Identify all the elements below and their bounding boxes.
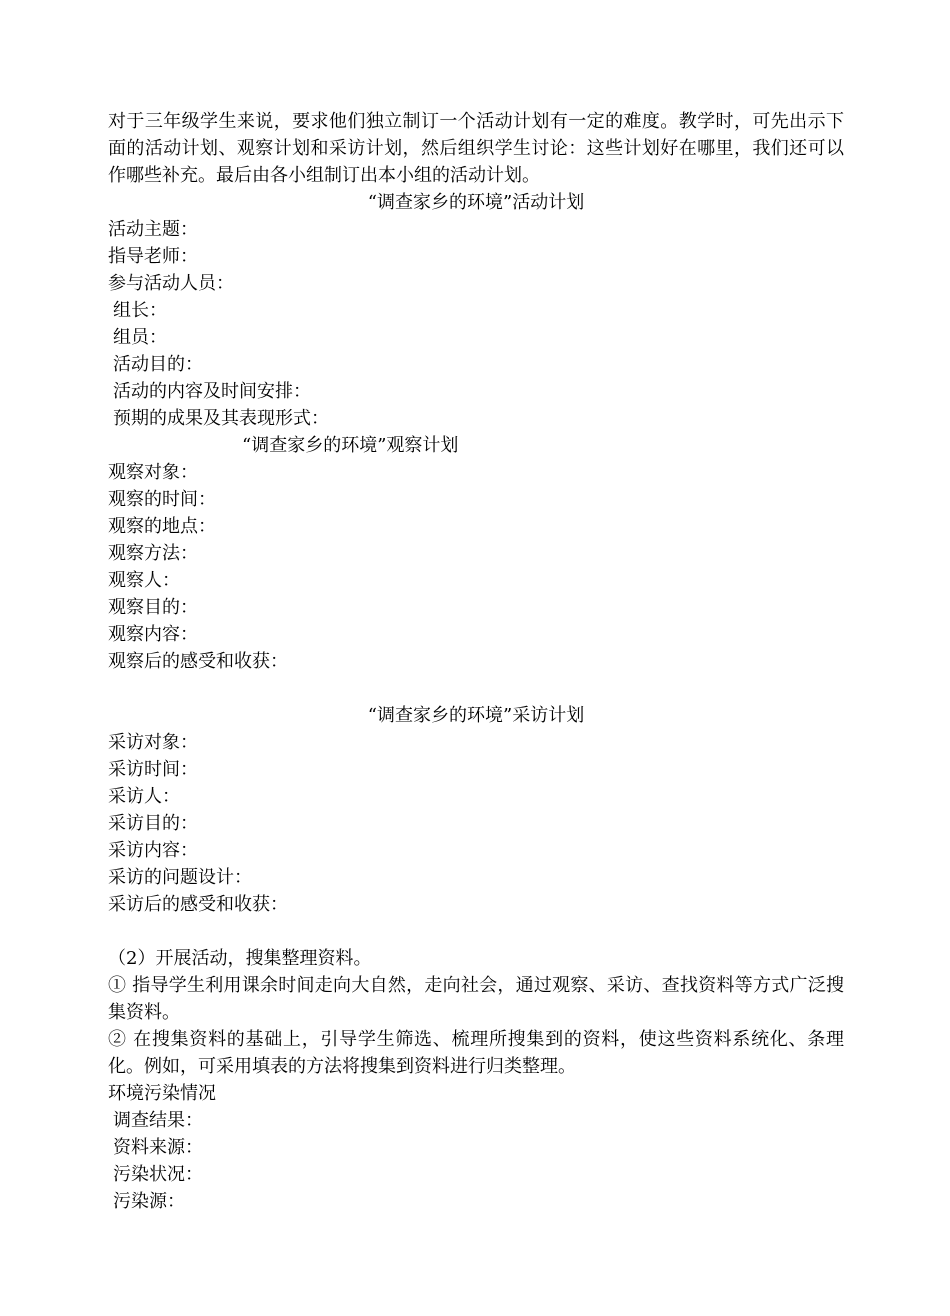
interview-field-object: 采访对象： [108, 732, 198, 753]
observation-field-purpose: 观察目的： [108, 597, 198, 618]
pollution-table-title: 环境污染情况 [108, 1083, 216, 1104]
activity-field-purpose: 活动目的： [113, 354, 203, 375]
activity-field-participants: 参与活动人员： [108, 273, 234, 294]
pollution-field-source: 资料来源： [113, 1137, 203, 1158]
pollution-field-status: 污染状况： [113, 1164, 203, 1185]
activity-field-leader: 组长： [113, 300, 167, 321]
step2-heading: （2）开展活动，搜集整理资料。 [108, 948, 372, 969]
activity-field-teacher: 指导老师： [108, 246, 198, 267]
step2-point-1: ① 指导学生利用课余时间走向大自然，走向社会，通过观察、采访、查找资料等方式广泛搜集资料。 [108, 975, 844, 1023]
spacer [108, 918, 844, 945]
interview-field-interviewer: 采访人： [108, 786, 180, 807]
observation-field-method: 观察方法： [108, 543, 198, 564]
interview-plan-title: “调查家乡的环境”采访计划 [367, 705, 585, 726]
pollution-field-result: 调查结果： [113, 1110, 203, 1131]
interview-field-content: 采访内容： [108, 840, 198, 861]
observation-field-time: 观察的时间： [108, 489, 216, 510]
activity-field-expected-results: 预期的成果及其表现形式： [113, 408, 329, 429]
observation-plan-title: “调查家乡的环境”观察计划 [242, 435, 459, 456]
activity-field-theme: 活动主题： [108, 219, 198, 240]
pollution-field-origin: 污染源： [113, 1191, 185, 1212]
interview-field-purpose: 采访目的： [108, 813, 198, 834]
observation-field-place: 观察的地点： [108, 516, 216, 537]
observation-field-content: 观察内容： [108, 624, 198, 645]
interview-field-question-design: 采访的问题设计： [108, 867, 252, 888]
activity-field-members: 组员： [113, 327, 167, 348]
observation-field-object: 观察对象： [108, 462, 198, 483]
observation-field-observer: 观察人： [108, 570, 180, 591]
activity-field-content-schedule: 活动的内容及时间安排： [113, 381, 311, 402]
interview-field-reflection: 采访后的感受和收获： [108, 894, 288, 915]
activity-plan-title: “调查家乡的环境”活动计划 [367, 192, 585, 213]
interview-field-time: 采访时间： [108, 759, 198, 780]
observation-field-reflection: 观察后的感受和收获： [108, 651, 288, 672]
document-page [108, 108, 844, 1215]
spacer [108, 675, 844, 702]
intro-paragraph: 对于三年级学生来说，要求他们独立制订一个活动计划有一定的难度。教学时，可先出示下面的活动计划、观察计划和采访计划，然后组织学生讨论：这些计划好在哪里，我们还可以作哪些补充。最后由各小组制订出本小组的活动计划。 [108, 111, 844, 186]
step2-point-2: ② 在搜集资料的基础上，引导学生筛选、梳理所搜集到的资料，使这些资料系统化、条理化。例如，可采用填表的方法将搜集到资料进行归类整理。 [108, 1029, 844, 1077]
